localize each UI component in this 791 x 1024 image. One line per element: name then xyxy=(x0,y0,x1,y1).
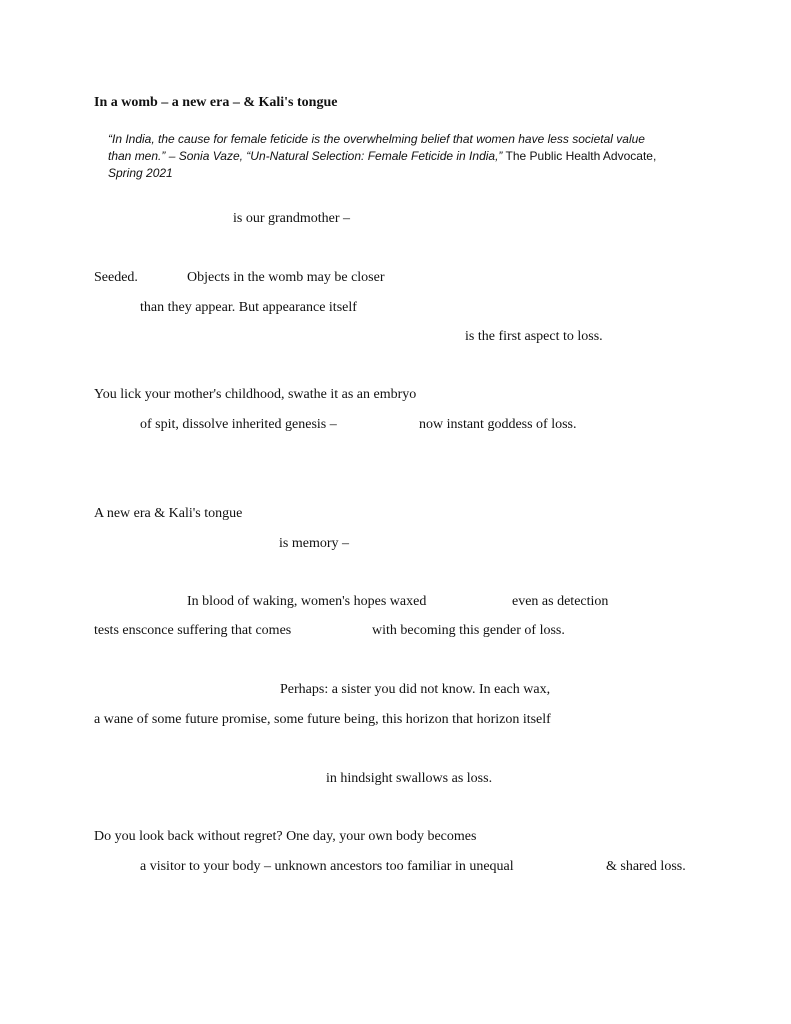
poem-line: Objects in the womb may be closer xyxy=(187,270,385,285)
poem-line: now instant goddess of loss. xyxy=(419,417,577,432)
poem-line: A new era & Kali's tongue xyxy=(94,506,243,521)
poem-line: with becoming this gender of loss. xyxy=(372,623,565,638)
epigraph-source: The Public Health Advocate, xyxy=(502,149,657,163)
poem-line: than they appear. But appearance itself xyxy=(140,300,357,315)
poem-line: a visitor to your body – unknown ancestors too familiar in unequal xyxy=(140,859,514,874)
poem-line: Perhaps: a sister you did not know. In each wax, xyxy=(280,682,551,697)
poem-line: is the first aspect to loss. xyxy=(465,329,603,344)
poem-line: even as detection xyxy=(512,594,609,609)
poem-line: In blood of waking, women's hopes waxed xyxy=(187,594,427,609)
epigraph-line-2 xyxy=(108,148,708,165)
poem-line: & shared loss. xyxy=(606,859,686,874)
poem-line: Seeded. xyxy=(94,270,138,285)
poem-line: of spit, dissolve inherited genesis – xyxy=(140,417,337,432)
poem-line: is our grandmother – xyxy=(233,211,351,226)
poem-line: a wane of some future promise, some future being, this horizon that horizon itself xyxy=(94,712,551,727)
epigraph-line-1: “In India, the cause for female feticide is the overwhelming belief that women have less societal value xyxy=(108,132,645,146)
poem-line: tests ensconce suffering that comes xyxy=(94,623,292,638)
poem-line: in hindsight swallows as loss. xyxy=(326,771,493,786)
poem-line: You lick your mother's childhood, swathe it as an embryo xyxy=(94,387,417,402)
poem-line: is memory – xyxy=(279,536,349,551)
epigraph xyxy=(108,131,708,182)
epigraph-quote-end: than men.” – Sonia Vaze, “Un-Natural Selection: Female Feticide in India,” xyxy=(108,149,503,163)
poem-title: In a womb – a new era – & Kali's tongue xyxy=(94,95,338,110)
epigraph-line-3: Spring 2021 xyxy=(108,166,173,180)
poem-line: Do you look back without regret? One day, your own body becomes xyxy=(94,829,477,844)
